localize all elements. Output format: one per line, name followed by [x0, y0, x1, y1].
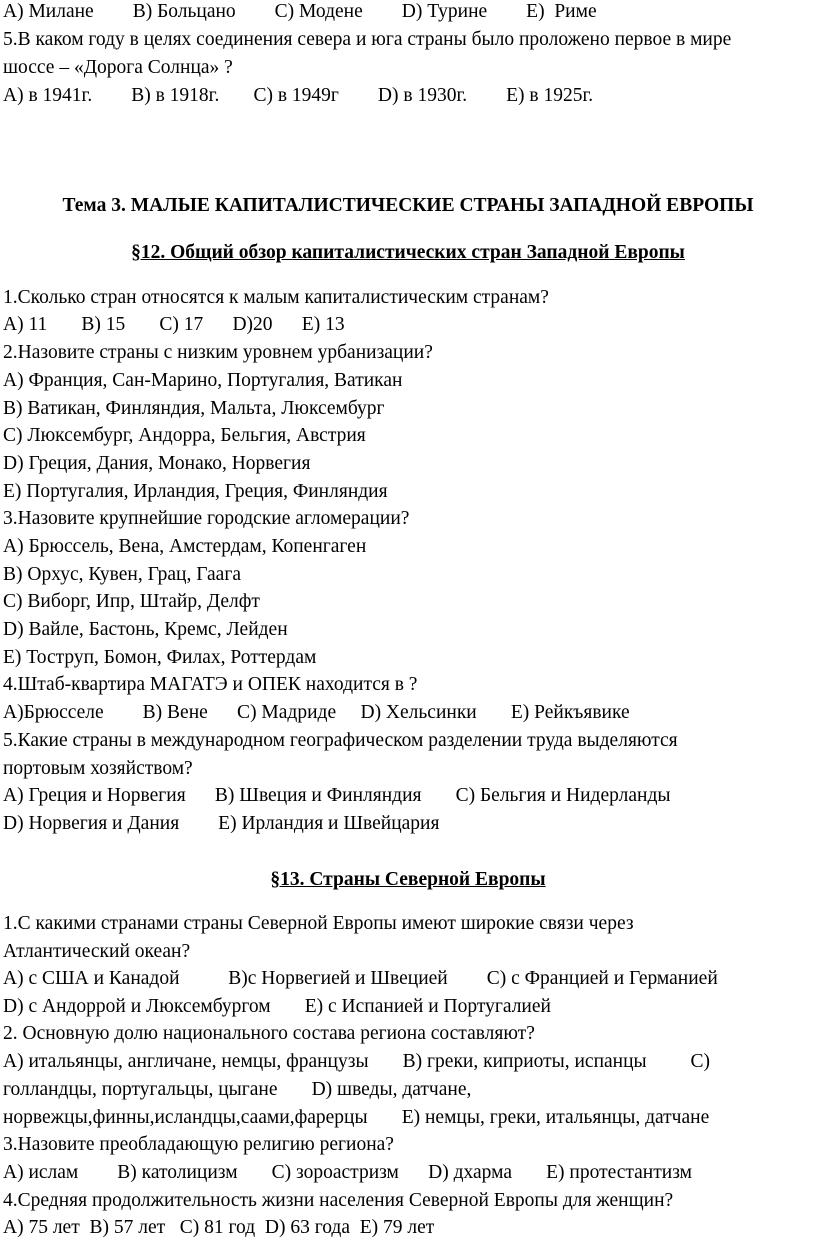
answer-option: В) Ватикан, Финляндия, Мальта, Люксембург: [3, 398, 385, 419]
answer-options-line: А) Милане В) Больцано С) Модене D) Турине Е) Риме: [3, 1, 597, 22]
answer-options-line: норвежцы,финны,исландцы,саами,фарерцы Е) немцы, греки, итальянцы, датчане: [3, 1107, 710, 1128]
answer-option: С) Люксембург, Андорра, Бельгия, Австрия: [3, 425, 366, 446]
question-text: 3.Назовите крупнейшие городские агломерации?: [3, 508, 410, 529]
question-text: 4.Штаб-квартира МАГАТЭ и ОПЕК находится в ?: [3, 674, 418, 695]
answer-options-line: А) в 1941г. В) в 1918г. С) в 1949г D) в 1930г. Е) в 1925г.: [3, 85, 594, 106]
answer-option: Е) Тоструп, Бомон, Филах, Роттердам: [3, 647, 317, 668]
question-text: 1.Сколько стран относятся к малым капиталистическим странам?: [3, 287, 549, 308]
answer-option: Е) Португалия, Ирландия, Греция, Финляндия: [3, 481, 388, 502]
answer-option: В) Орхус, Кувен, Грац, Гаага: [3, 564, 241, 585]
question-text: 4.Средняя продолжительность жизни населения Северной Европы для женщин?: [3, 1190, 674, 1211]
answer-options-line: D) с Андоррой и Люксембургом Е) с Испанией и Португалией: [3, 996, 551, 1017]
question-text: шоссе – «Дорога Солнца» ?: [3, 57, 233, 78]
answer-options-line: А)Брюсселе В) Вене С) Мадриде D) Хельсинки Е) Рейкъявике: [3, 702, 630, 723]
question-text: Атлантический океан?: [3, 941, 191, 962]
topic-title: Тема 3. МАЛЫЕ КАПИТАЛИСТИЧЕСКИЕ СТРАНЫ ЗАПАДНОЙ ЕВРОПЫ: [62, 195, 754, 216]
question-text: 3.Назовите преобладающую религию региона?: [3, 1134, 394, 1155]
question-text: 2.Назовите страны с низким уровнем урбанизации?: [3, 342, 433, 363]
section-12-title: §12. Общий обзор капиталистических стран Западной Европы: [131, 242, 685, 263]
question-text: 5.В каком году в целях соединения севера и юга страны было проложено первое в мире: [3, 29, 732, 50]
question-text: портовым хозяйством?: [3, 758, 193, 779]
answer-option: А) Франция, Сан-Марино, Португалия, Ватикан: [3, 370, 403, 391]
answer-options-line: А) 75 лет В) 57 лет С) 81 год D) 63 года Е) 79 лет: [3, 1217, 435, 1238]
answer-option: D) Греция, Дания, Монако, Норвегия: [3, 453, 311, 474]
answer-option: D) Вайле, Бастонь, Кремс, Лейден: [3, 619, 288, 640]
question-text: 5.Какие страны в международном географическом разделении труда выделяются: [3, 730, 678, 751]
answer-option: А) Брюссель, Вена, Амстердам, Копенгаген: [3, 536, 367, 557]
question-text: 1.С какими странами страны Северной Европы имеют широкие связи через: [3, 913, 634, 934]
answer-options-line: А) итальянцы, англичане, немцы, французы В) греки, киприоты, испанцы С): [3, 1051, 711, 1072]
answer-options-line: А) с США и Канадой В)с Норвегией и Швецией С) с Францией и Германией: [3, 968, 718, 989]
answer-options-line: А) ислам В) католицизм С) зороастризм D) дхарма Е) протестантизм: [3, 1162, 692, 1183]
section-13-title: §13. Страны Северной Европы: [270, 869, 546, 890]
answer-option: С) Виборг, Ипр, Штайр, Делфт: [3, 591, 260, 612]
answer-options-line: D) Норвегия и Дания Е) Ирландия и Швейцария: [3, 813, 440, 834]
answer-options-line: голландцы, португальцы, цыгане D) шведы, датчане,: [3, 1079, 472, 1100]
answer-options-line: А) Греция и Норвегия В) Швеция и Финляндия С) Бельгия и Нидерланды: [3, 785, 671, 806]
answer-options-line: А) 11 В) 15 С) 17 D)20 Е) 13: [3, 314, 345, 335]
question-text: 2. Основную долю национального состава региона составляют?: [3, 1023, 535, 1044]
